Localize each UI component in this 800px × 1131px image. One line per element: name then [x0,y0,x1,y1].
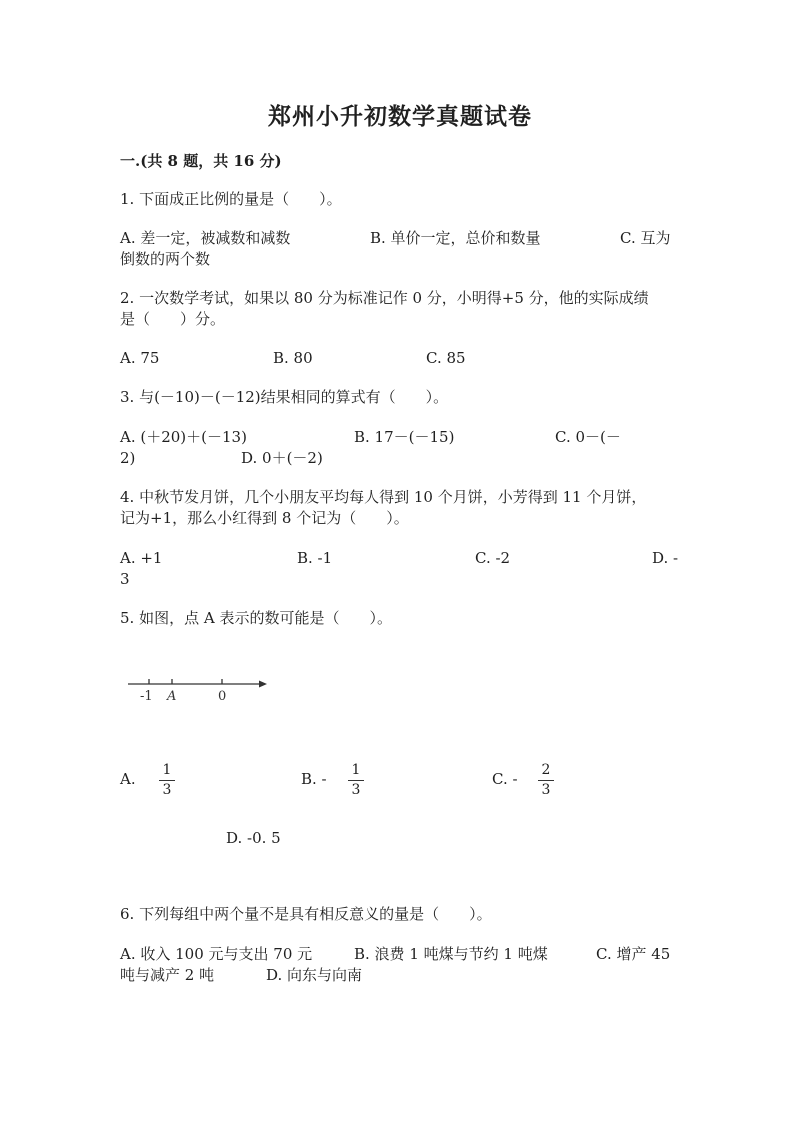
q4-option-d: D. - [652,549,679,567]
q4-option-c: C. -2 [475,549,511,567]
q1-stem: 1. 下面成正比例的量是（ ）。 [120,190,342,208]
fraction-numerator: 1 [162,762,172,778]
q3-option-c: C. 0－(－ [555,428,621,446]
q1-option-c: C. 互为 [620,229,671,247]
q4-stem-line2: 记为+1，那么小红得到 8 个记为（ ）。 [120,509,409,527]
q5-option-b: B. - [301,770,327,788]
number-line-arrow [259,681,267,688]
label-point-a: A [167,689,177,704]
q5-option-a-fraction [158,763,176,798]
q2-stem-line2: 是（ ）分。 [120,310,226,328]
fraction-denominator: 3 [162,782,172,798]
label-neg1: -1 [140,689,153,704]
fraction-numerator: 2 [541,762,551,778]
q5-option-b-fraction [347,763,365,798]
q6-option-b: B. 浪费 1 吨煤与节约 1 吨煤 [354,945,548,963]
q5-option-a: A. [120,770,136,788]
q4-option-a: A. +1 [120,549,163,567]
q1-option-a: A. 差一定，被减数和减数 [120,229,291,247]
fraction-bar [159,780,175,781]
q6-option-c-continued: 吨与减产 2 吨 [120,966,215,984]
q4-option-b: B. -1 [297,549,333,567]
number-line-figure [120,670,280,710]
section-heading: 一.(共 8 题，共 16 分) [120,152,282,170]
q3-stem: 3. 与(－10)－(－12)结果相同的算式有（ ）。 [120,388,449,406]
q1-option-b: B. 单价一定，总价和数量 [370,229,541,247]
q2-option-a: A. 75 [120,349,160,367]
page-title: 郑州小升初数学真题试卷 [268,103,532,130]
label-zero: 0 [218,689,227,704]
q5-option-d: D. -0. 5 [226,829,281,847]
fraction-denominator: 3 [351,782,361,798]
fraction-numerator: 1 [351,762,361,778]
q6-stem: 6. 下列每组中两个量不是具有相反意义的量是（ ）。 [120,905,492,923]
q2-option-c: C. 85 [426,349,466,367]
fraction-bar [538,780,554,781]
q3-option-d: D. 0＋(－2) [241,449,323,467]
q5-option-c: C. - [492,770,518,788]
q4-option-d-continued: 3 [120,570,130,588]
q5-stem: 5. 如图，点 A 表示的数可能是（ ）。 [120,609,392,627]
q6-option-a: A. 收入 100 元与支出 70 元 [120,945,313,963]
q3-option-c-continued: 2) [120,449,136,467]
q1-option-c-continued: 倒数的两个数 [120,250,211,268]
q6-option-d: D. 向东与向南 [266,966,363,984]
q6-option-c: C. 增产 45 [596,945,671,963]
q4-stem-line1: 4. 中秋节发月饼，几个小朋友平均每人得到 10 个月饼，小芳得到 11 个月饼， [120,488,647,506]
q3-option-b: B. 17－(－15) [354,428,455,446]
fraction-bar [348,780,364,781]
q5-option-c-fraction [537,763,555,798]
fraction-denominator: 3 [541,782,551,798]
q3-option-a: A. (＋20)＋(－13) [120,428,247,446]
q2-option-b: B. 80 [273,349,313,367]
q2-stem-line1: 2. 一次数学考试，如果以 80 分为标准记作 0 分，小明得+5 分，他的实际成绩 [120,289,649,307]
